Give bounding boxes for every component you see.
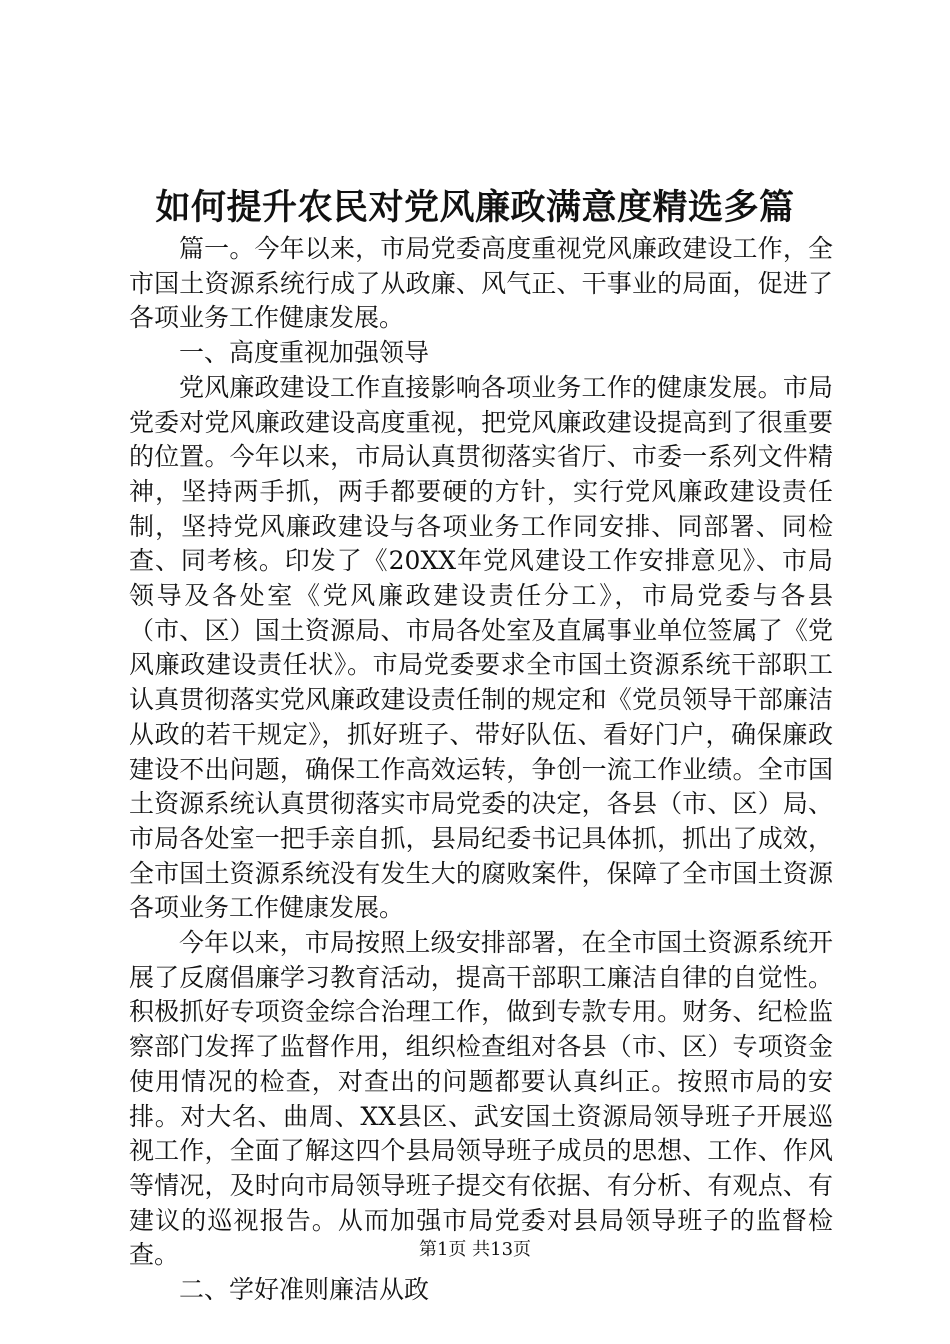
document-body [129,232,833,1308]
document-title: 如何提升农民对党风廉政满意度精选多篇 [155,187,795,228]
section-heading-1: 一、高度重视加强领导 [179,338,430,368]
paragraph-intro: 篇一。今年以来，市局党委高度重视党风廉政建设工作，全市国土资源系统行成了从政廉、风气正、干事业的局面，促进了各项业务工作健康发展。 [129,234,833,333]
page-footer: 第1页 共13页 [418,1239,532,1260]
section-heading-2: 二、学好准则廉洁从政 [179,1275,430,1305]
paragraph-section-1-cont: 今年以来，市局按照上级安排部署，在全市国土资源系统开展了反腐倡廉学习教育活动，提高干部职工廉洁自律的自觉性。积极抓好专项资金综合治理工作，做到专款专用。财务、纪检监察部门发挥了监督作用，组织检查组对各县（市、区）专项资金使用情况的检查，对查出的问题都要认真纠正。按照市局的安排。对大名、曲周、XX县区、武安国土资源局领导班子开展巡视工作，全面了解这四个县局领导班子成员的思想、工作、作风等情况，及时向市局领导班子提交有依据、有分析、有观点、有建议的巡视报告。从而加强市局党委对县局领导班子的监督检查。 [129,928,833,1270]
paragraph-section-1: 党风廉政建设工作直接影响各项业务工作的健康发展。市局党委对党风廉政建设高度重视，把党风廉政建设提高到了很重要的位置。今年以来，市局认真贯彻落实省厅、市委一系列文件精神，坚持两手抓，两手都要硬的方针，实行党风廉政建设责任制，坚持党风廉政建设与各项业务工作同安排、同部署、同检查、同考核。印发了《20XX年党风建设工作安排意见》、市局领导及各处室《党风廉政建设责任分工》，市局党委与各县（市、区）国土资源局、市局各处室及直属事业单位签属了《党风廉政建设责任状》。市局党委要求全市国土资源系统干部职工认真贯彻落实党风廉政建设责任制的规定和《党员领导干部廉洁从政的若干规定》，抓好班子、带好队伍、看好门户，确保廉政建设不出问题，确保工作高效运转，争创一流工作业绩。全市国土资源系统认真贯彻落实市局党委的决定，各县（市、区）局、市局各处室一把手亲自抓，县局纪委书记具体抓，抓出了成效，全市国土资源系统没有发生大的腐败案件，保障了全市国土资源各项业务工作健康发展。 [129,372,833,923]
